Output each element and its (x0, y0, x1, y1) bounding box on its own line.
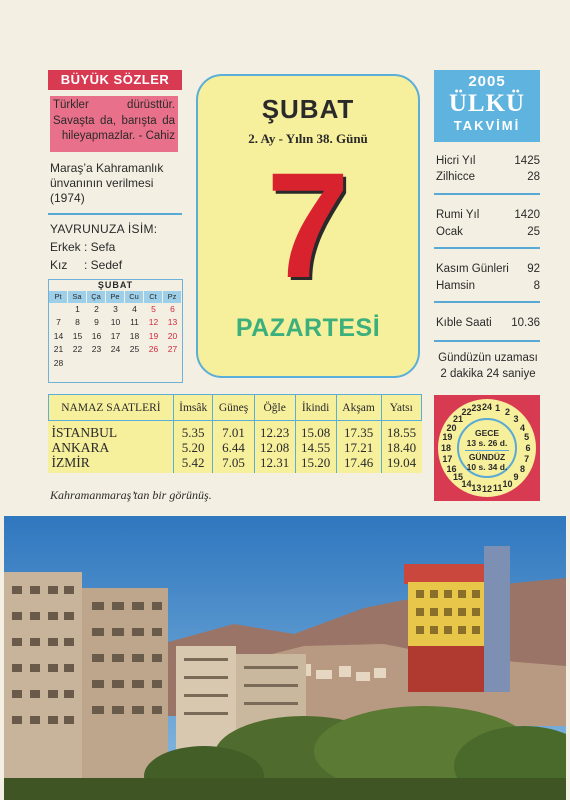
zilhicce-row (436, 171, 540, 183)
card-month: ŞUBAT (261, 94, 355, 124)
divider (465, 450, 509, 451)
day-cell: 25 (129, 344, 140, 355)
day-cell: 24 (110, 344, 121, 355)
clock-hour-number: 23 (471, 403, 482, 414)
day-cell (106, 357, 125, 370)
event-line: Maraş’a Kahramanlık (50, 161, 164, 175)
kible-row (436, 317, 540, 329)
card-day-number: 7 (266, 141, 350, 309)
prayer-time: 17.21 (336, 440, 381, 455)
hamsin-value: 8 (533, 280, 540, 292)
card-subtitle: 2. Ay - Yılın 38. Günü (248, 131, 368, 146)
day-cell: 9 (94, 317, 99, 328)
city-name: ANKARA (51, 440, 110, 455)
clock-hour-number: 13 (471, 482, 482, 493)
prayer-time: 7.05 (213, 455, 254, 473)
day-cell: 28 (53, 357, 64, 368)
brand-name: ÜLKÜ (448, 90, 526, 117)
prayer-row (49, 455, 422, 473)
day-cell (49, 303, 68, 316)
prayer-time: 7.01 (213, 421, 254, 441)
divider (434, 247, 540, 249)
zilhicce-value: 28 (527, 171, 540, 183)
zilhicce-label: Zilhicce (436, 171, 475, 183)
prayer-column-header: İmsâk (173, 395, 213, 421)
event-year: (1974) (50, 191, 85, 205)
clock-hour-number: 12 (481, 484, 493, 494)
weekday-label: Pz (163, 291, 182, 303)
rumi-value: 1420 (514, 209, 540, 221)
day-cell (144, 357, 163, 370)
historical-event (50, 161, 190, 206)
clock-hour-number: 8 (519, 463, 526, 474)
divider (434, 340, 540, 342)
clock-hour-number: 10 (502, 478, 513, 489)
prayer-column-header: Yatsı (381, 395, 421, 421)
prayer-column-header: Öğle (254, 395, 295, 421)
daylen-value: 2 dakika 24 saniye (440, 368, 536, 380)
day-cell: 1 (75, 304, 80, 314)
prayer-time: 15.08 (295, 421, 336, 441)
prayer-row (49, 421, 422, 441)
kible-value: 10.36 (511, 317, 540, 329)
weekday-label: Ct (144, 291, 163, 303)
day-cell: 3 (113, 304, 118, 314)
day-cell: 19 (148, 330, 159, 341)
clock-hour-number: 18 (440, 443, 452, 453)
prayer-time: 17.35 (336, 421, 381, 441)
day-cell: 20 (167, 330, 178, 341)
day-cell (68, 357, 87, 370)
prayer-time: 12.31 (254, 455, 295, 473)
prayer-time: 5.20 (173, 440, 213, 455)
ocak-row (436, 226, 540, 238)
day-night-clock (438, 399, 536, 497)
weekday-label: Pt (49, 291, 68, 303)
hamsin-label: Hamsin (436, 280, 475, 292)
quote-heading: BÜYÜK SÖZLER (48, 70, 182, 90)
prayer-column-header: İkindi (295, 395, 336, 421)
prayer-column-header: Güneş (213, 395, 254, 421)
clock-hour-number: 7 (524, 453, 530, 464)
hicri-row (436, 155, 540, 167)
prayer-time: 15.20 (295, 455, 336, 473)
day-cell: 14 (53, 330, 64, 341)
weekday-label: Sa (68, 291, 87, 303)
rumi-row (436, 209, 540, 221)
day-cell: 12 (148, 317, 159, 328)
hamsin-row (436, 280, 540, 292)
event-line: ünvanının verilmesi (50, 176, 154, 190)
prayer-time: 5.35 (173, 421, 213, 441)
prayer-times-table (48, 394, 422, 473)
day-cell (163, 357, 182, 370)
clock-hour-number: 9 (513, 471, 519, 482)
city-photo-image (4, 516, 566, 800)
day-cell: 15 (72, 330, 83, 341)
brand-logo (434, 70, 540, 142)
prayer-time: 18.55 (381, 421, 421, 441)
day-cell: 18 (129, 330, 140, 341)
kible-label: Kıble Saati (436, 317, 492, 329)
clock-center (457, 418, 517, 478)
male-name-row (50, 240, 115, 254)
day-cell (87, 357, 106, 370)
weekday-label: Cu (125, 291, 144, 303)
city-name: İSTANBUL (51, 425, 118, 440)
weekday-label: Pe (106, 291, 125, 303)
clock-hour-number: 21 (452, 414, 464, 424)
prayer-row (49, 440, 422, 455)
day-cell: 16 (91, 330, 102, 341)
kasim-label: Kasım Günleri (436, 263, 509, 275)
weekday-label: Ça (87, 291, 106, 303)
divider (434, 301, 540, 303)
prayer-table-body (49, 421, 422, 474)
photo-caption: Kahramanmaraş’tan bir görünüş. (50, 488, 212, 502)
clock-hour-number: 1 (495, 403, 501, 414)
prayer-time: 5.42 (173, 455, 213, 473)
day-cell: 5 (151, 304, 156, 314)
day-cell: 7 (56, 317, 61, 328)
night-label: GECE (474, 428, 500, 438)
divider (48, 213, 182, 215)
clock-hour-number: 17 (442, 453, 453, 464)
hicri-value: 1425 (514, 155, 540, 167)
mini-calendar-month: ŞUBAT (97, 280, 134, 290)
clock-hour-number: 16 (446, 463, 457, 474)
day-cell: 2 (94, 304, 99, 314)
divider (434, 193, 540, 195)
prayer-time: 14.55 (295, 440, 336, 455)
prayer-time: 18.40 (381, 440, 421, 455)
mini-month-calendar (48, 279, 183, 383)
brand-year: 2005 (468, 73, 506, 90)
city-name: İZMİR (51, 455, 90, 470)
day-cell: 13 (167, 317, 178, 328)
female-label: Kız (50, 258, 68, 272)
prayer-time: 17.46 (336, 455, 381, 473)
day-label: GÜNDÜZ (468, 452, 506, 462)
kasim-row (436, 263, 540, 275)
clock-hour-number: 6 (525, 443, 531, 453)
clock-hour-number: 22 (461, 407, 472, 418)
male-label: Erkek (50, 240, 81, 254)
prayer-table-header (49, 395, 422, 421)
day-grid (49, 303, 182, 370)
female-name-row (50, 258, 122, 272)
clock-hour-number: 15 (452, 471, 464, 482)
brand-sub: TAKVİMİ (453, 118, 521, 133)
weekday-header-row (49, 291, 182, 303)
city-photo (4, 516, 566, 800)
prayer-table-title: NAMAZ SAATLERİ (49, 395, 174, 421)
quote-text: Türkler dürüsttür. Savaşta da, barışta da hileyapmazlar. - Cahiz (50, 96, 178, 152)
day-cell: 21 (53, 344, 64, 355)
rumi-label: Rumi Yıl (436, 209, 480, 221)
card-weekday: PAZARTESİ (235, 314, 381, 342)
clock-hour-number: 14 (461, 478, 472, 489)
clock-hour-number: 24 (481, 402, 493, 412)
prayer-time: 12.08 (254, 440, 295, 455)
day-cell: 17 (110, 330, 121, 341)
female-name: : Sedef (84, 258, 123, 272)
clock-hour-number: 20 (446, 422, 457, 433)
kasim-value: 92 (527, 263, 540, 275)
male-name: : Sefa (84, 240, 116, 254)
prayer-time: 19.04 (381, 455, 421, 473)
clock-hour-number: 11 (492, 482, 503, 493)
day-cell: 4 (132, 304, 137, 314)
day-cell: 27 (167, 344, 178, 355)
day-duration: 10 s. 34 d. (466, 462, 508, 472)
day-cell: 11 (130, 317, 139, 328)
day-cell: 23 (91, 344, 102, 355)
ocak-label: Ocak (436, 226, 463, 238)
daylen-line: Gündüzün uzaması (438, 352, 538, 364)
day-cell: 10 (110, 317, 121, 328)
day-cell: 26 (148, 344, 159, 355)
baby-names-heading: YAVRUNUZA İSİM: (50, 222, 158, 236)
ocak-value: 25 (527, 226, 540, 238)
day-cell (125, 357, 144, 370)
clock-hour-number: 19 (442, 432, 453, 443)
day-cell: 6 (170, 304, 175, 314)
night-duration: 13 s. 26 d. (466, 438, 508, 448)
clock-hour-number: 2 (504, 407, 511, 418)
prayer-time: 6.44 (213, 440, 254, 455)
day-cell: 22 (72, 344, 83, 355)
clock-hour-number: 5 (524, 432, 530, 443)
day-cell: 8 (75, 317, 80, 328)
prayer-column-header: Akşam (336, 395, 381, 421)
hicri-label: Hicri Yıl (436, 155, 476, 167)
clock-hour-number: 4 (519, 422, 526, 433)
clock-hour-number: 3 (513, 414, 519, 424)
prayer-time: 12.23 (254, 421, 295, 441)
daylight-change (436, 350, 540, 382)
